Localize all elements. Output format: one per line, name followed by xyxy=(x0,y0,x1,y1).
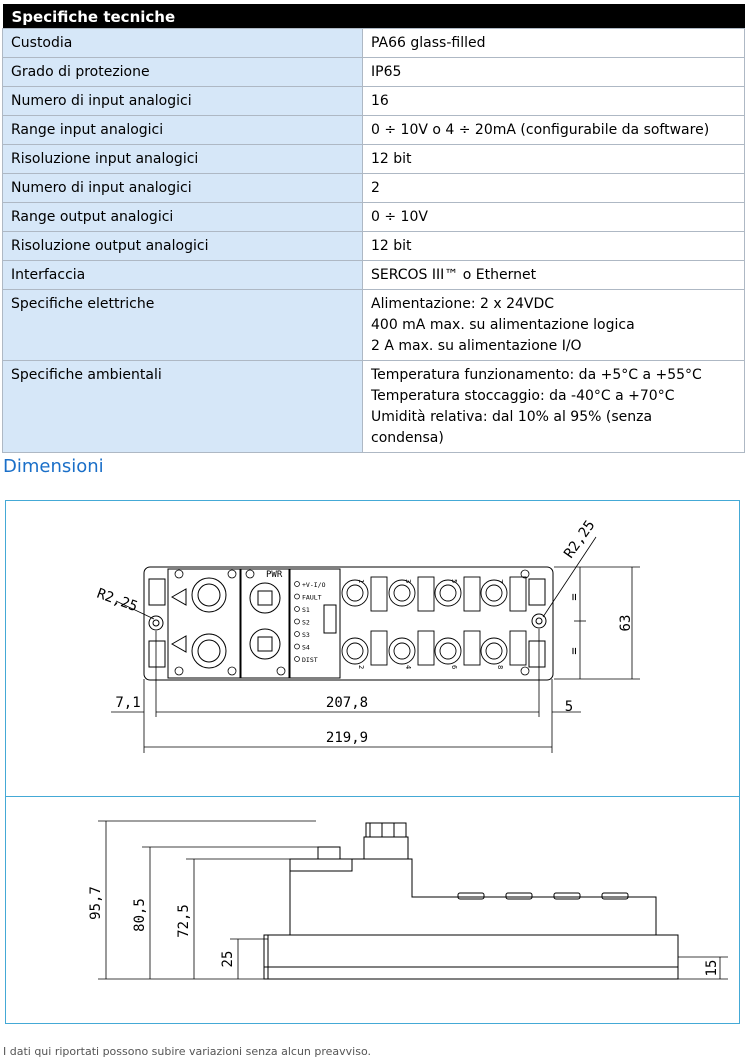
spec-label: Risoluzione input analogici xyxy=(3,145,363,174)
equal-mark-top: = xyxy=(567,593,581,601)
base-outline xyxy=(264,935,678,979)
port-cap xyxy=(458,893,484,899)
m8-port-icon xyxy=(342,638,368,664)
side-view-drawing xyxy=(6,797,739,1023)
dim-height-label: 63 xyxy=(618,614,634,632)
port-number: 2 xyxy=(357,665,365,670)
left-tab-bottom xyxy=(149,641,165,667)
spec-label: Specifiche ambientali xyxy=(3,361,363,453)
right-mount-hole-inner xyxy=(536,618,542,624)
led-label: S1 xyxy=(302,606,310,614)
label-slot xyxy=(418,631,434,665)
spec-row xyxy=(3,58,745,87)
spec-value-line: Alimentazione: 2 x 24VDC xyxy=(371,296,555,312)
spec-value-line: 12 bit xyxy=(371,151,412,167)
m8-port-icon xyxy=(389,580,415,606)
led-label: S2 xyxy=(302,618,310,627)
dim-a-label: 95,7 xyxy=(88,886,104,920)
dim-d-label: 25 xyxy=(220,950,236,968)
spec-value xyxy=(363,145,745,174)
dim-right-label: 5 xyxy=(564,699,574,715)
port-cap xyxy=(554,893,580,899)
left-mount-hole xyxy=(149,616,163,630)
spec-label: Custodia xyxy=(3,29,363,58)
screw-icon xyxy=(228,667,236,675)
spec-row xyxy=(3,87,745,116)
spec-value-line: 0 ÷ 10V o 4 ÷ 20mA (configurabile da software) xyxy=(371,122,710,138)
ethernet-port-bottom xyxy=(250,629,280,659)
spec-value-line: Umidità relativa: dal 10% al 95% (senza xyxy=(371,409,653,425)
spec-value xyxy=(363,290,745,361)
label-slot xyxy=(371,631,387,665)
dim-total-label: 219,9 xyxy=(325,730,369,746)
spec-value-line: SERCOS III™ o Ethernet xyxy=(371,267,537,283)
led-icon xyxy=(295,657,300,662)
m8-port-icon xyxy=(440,643,456,659)
led-label: S3 xyxy=(302,631,310,639)
label-slot xyxy=(510,631,526,665)
spec-value-line: 16 xyxy=(371,93,389,109)
spec-value xyxy=(363,174,745,203)
m8-port-icon xyxy=(435,580,461,606)
led-label: FAULT xyxy=(302,593,322,602)
spec-table-body xyxy=(3,29,745,453)
dimensions-title: Dimensioni xyxy=(3,456,104,477)
spec-row xyxy=(3,203,745,232)
spec-value-line: 0 ÷ 10V xyxy=(371,209,428,225)
spec-value xyxy=(363,232,745,261)
spec-value-line: 400 mA max. su alimentazione logica xyxy=(371,317,635,333)
led-label: +V-I/O xyxy=(302,581,326,589)
spec-value xyxy=(363,361,745,453)
led-labels xyxy=(295,581,326,664)
spec-value xyxy=(363,58,745,87)
led-label: S4 xyxy=(302,643,310,652)
screw-icon xyxy=(228,570,236,578)
top-view-drawing xyxy=(6,501,739,795)
port-cap xyxy=(506,893,532,899)
m8-port-icon xyxy=(481,580,507,606)
screw-icon xyxy=(175,667,183,675)
pwr-label: PWR xyxy=(266,570,283,580)
port-number: 5 xyxy=(450,579,458,584)
dim-e-label: 15 xyxy=(704,959,720,977)
spec-value-line: 12 bit xyxy=(371,238,412,254)
radius-left-label: R2,25 xyxy=(94,585,140,616)
m8-port-icon xyxy=(486,585,502,601)
spec-value-line: 2 A max. su alimentazione I/O xyxy=(371,338,582,354)
spec-label: Numero di input analogici xyxy=(3,87,363,116)
m8-port-icon xyxy=(486,643,502,659)
led-icon xyxy=(295,644,300,649)
dim-inner-label: 207,8 xyxy=(325,695,369,711)
spec-row xyxy=(3,261,745,290)
led-icon xyxy=(295,594,300,599)
port-number: 6 xyxy=(450,665,458,670)
io-ports xyxy=(342,577,526,669)
dim-c-label: 72,5 xyxy=(176,904,192,938)
spec-value xyxy=(363,87,745,116)
spec-value-line: IP65 xyxy=(371,64,402,80)
led-icon xyxy=(295,632,300,637)
right-tab-top xyxy=(529,579,545,605)
spec-value xyxy=(363,203,745,232)
led-icon xyxy=(295,607,300,612)
module-outline xyxy=(144,567,553,680)
port-cap xyxy=(602,893,628,899)
m8-port-icon xyxy=(394,585,410,601)
port-number: 8 xyxy=(496,665,504,670)
spec-value-line: Temperatura funzionamento: da +5°C a +55°C xyxy=(371,367,702,383)
spec-value-line: condensa) xyxy=(371,430,444,446)
screw-icon xyxy=(277,667,285,675)
cable-gland-top xyxy=(366,823,406,837)
spec-value xyxy=(363,261,745,290)
ethernet-block xyxy=(241,569,289,678)
led-icon xyxy=(295,619,300,624)
dim-left-label: 7,1 xyxy=(115,695,141,711)
spec-table xyxy=(2,4,745,453)
led-icon xyxy=(295,582,300,587)
spec-row xyxy=(3,29,745,58)
left-mount-hole-inner xyxy=(153,620,159,626)
screw-icon xyxy=(246,570,254,578)
screw-icon xyxy=(521,667,529,675)
spec-label: Specifiche elettriche xyxy=(3,290,363,361)
footer-note: I dati qui riportati possono subire variazioni senza alcun preavviso. xyxy=(3,1045,371,1058)
dim-b-label: 80,5 xyxy=(132,898,148,932)
led-label: DIST xyxy=(302,656,318,664)
m8-port-icon xyxy=(481,638,507,664)
arrow-left-top xyxy=(172,589,186,605)
label-slot xyxy=(510,577,526,611)
spec-label: Numero di input analogici xyxy=(3,174,363,203)
spec-label: Range output analogici xyxy=(3,203,363,232)
m8-port-icon xyxy=(394,643,410,659)
spec-value-line: PA66 glass-filled xyxy=(371,35,486,51)
screw-icon xyxy=(175,570,183,578)
spec-label: Range input analogici xyxy=(3,116,363,145)
ethernet-port-top xyxy=(250,583,280,613)
label-slot xyxy=(464,631,480,665)
radius-right-label: R2,25 xyxy=(561,517,599,562)
m8-port-icon xyxy=(435,638,461,664)
spec-row xyxy=(3,361,745,453)
left-tab-top xyxy=(149,579,165,605)
m8-port-icon xyxy=(389,638,415,664)
spec-label: Interfaccia xyxy=(3,261,363,290)
label-slot xyxy=(464,577,480,611)
spec-label: Grado di protezione xyxy=(3,58,363,87)
right-tab-bottom xyxy=(529,641,545,667)
spec-value-line: 2 xyxy=(371,180,380,196)
spec-row xyxy=(3,174,745,203)
m12-connector-top xyxy=(192,578,226,612)
label-slot xyxy=(371,577,387,611)
m8-port-icon xyxy=(342,580,368,606)
m8-port-icon xyxy=(347,585,363,601)
port-number: 4 xyxy=(404,665,412,670)
cable-gland xyxy=(364,837,408,859)
label-slot xyxy=(418,577,434,611)
spec-row xyxy=(3,116,745,145)
spec-row xyxy=(3,232,745,261)
spec-value-line: Temperatura stoccaggio: da -40°C a +70°C xyxy=(371,388,675,404)
arrow-left-bottom xyxy=(172,636,186,652)
m8-port-icon xyxy=(347,643,363,659)
port-number: 1 xyxy=(357,579,365,584)
spec-value xyxy=(363,29,745,58)
m8-port-icon xyxy=(440,585,456,601)
spec-table-title: Specifiche tecniche xyxy=(3,4,745,29)
spec-row xyxy=(3,145,745,174)
spec-label: Risoluzione output analogici xyxy=(3,232,363,261)
screw-head xyxy=(318,847,340,859)
equal-mark-bottom: = xyxy=(567,647,581,655)
spec-row xyxy=(3,290,745,361)
main-body-outline xyxy=(290,859,656,935)
m12-connector-bottom xyxy=(192,634,226,668)
spec-value xyxy=(363,116,745,145)
port-number: 3 xyxy=(404,579,412,584)
dimensions-drawing xyxy=(5,500,740,1024)
port-number: 7 xyxy=(496,579,504,584)
